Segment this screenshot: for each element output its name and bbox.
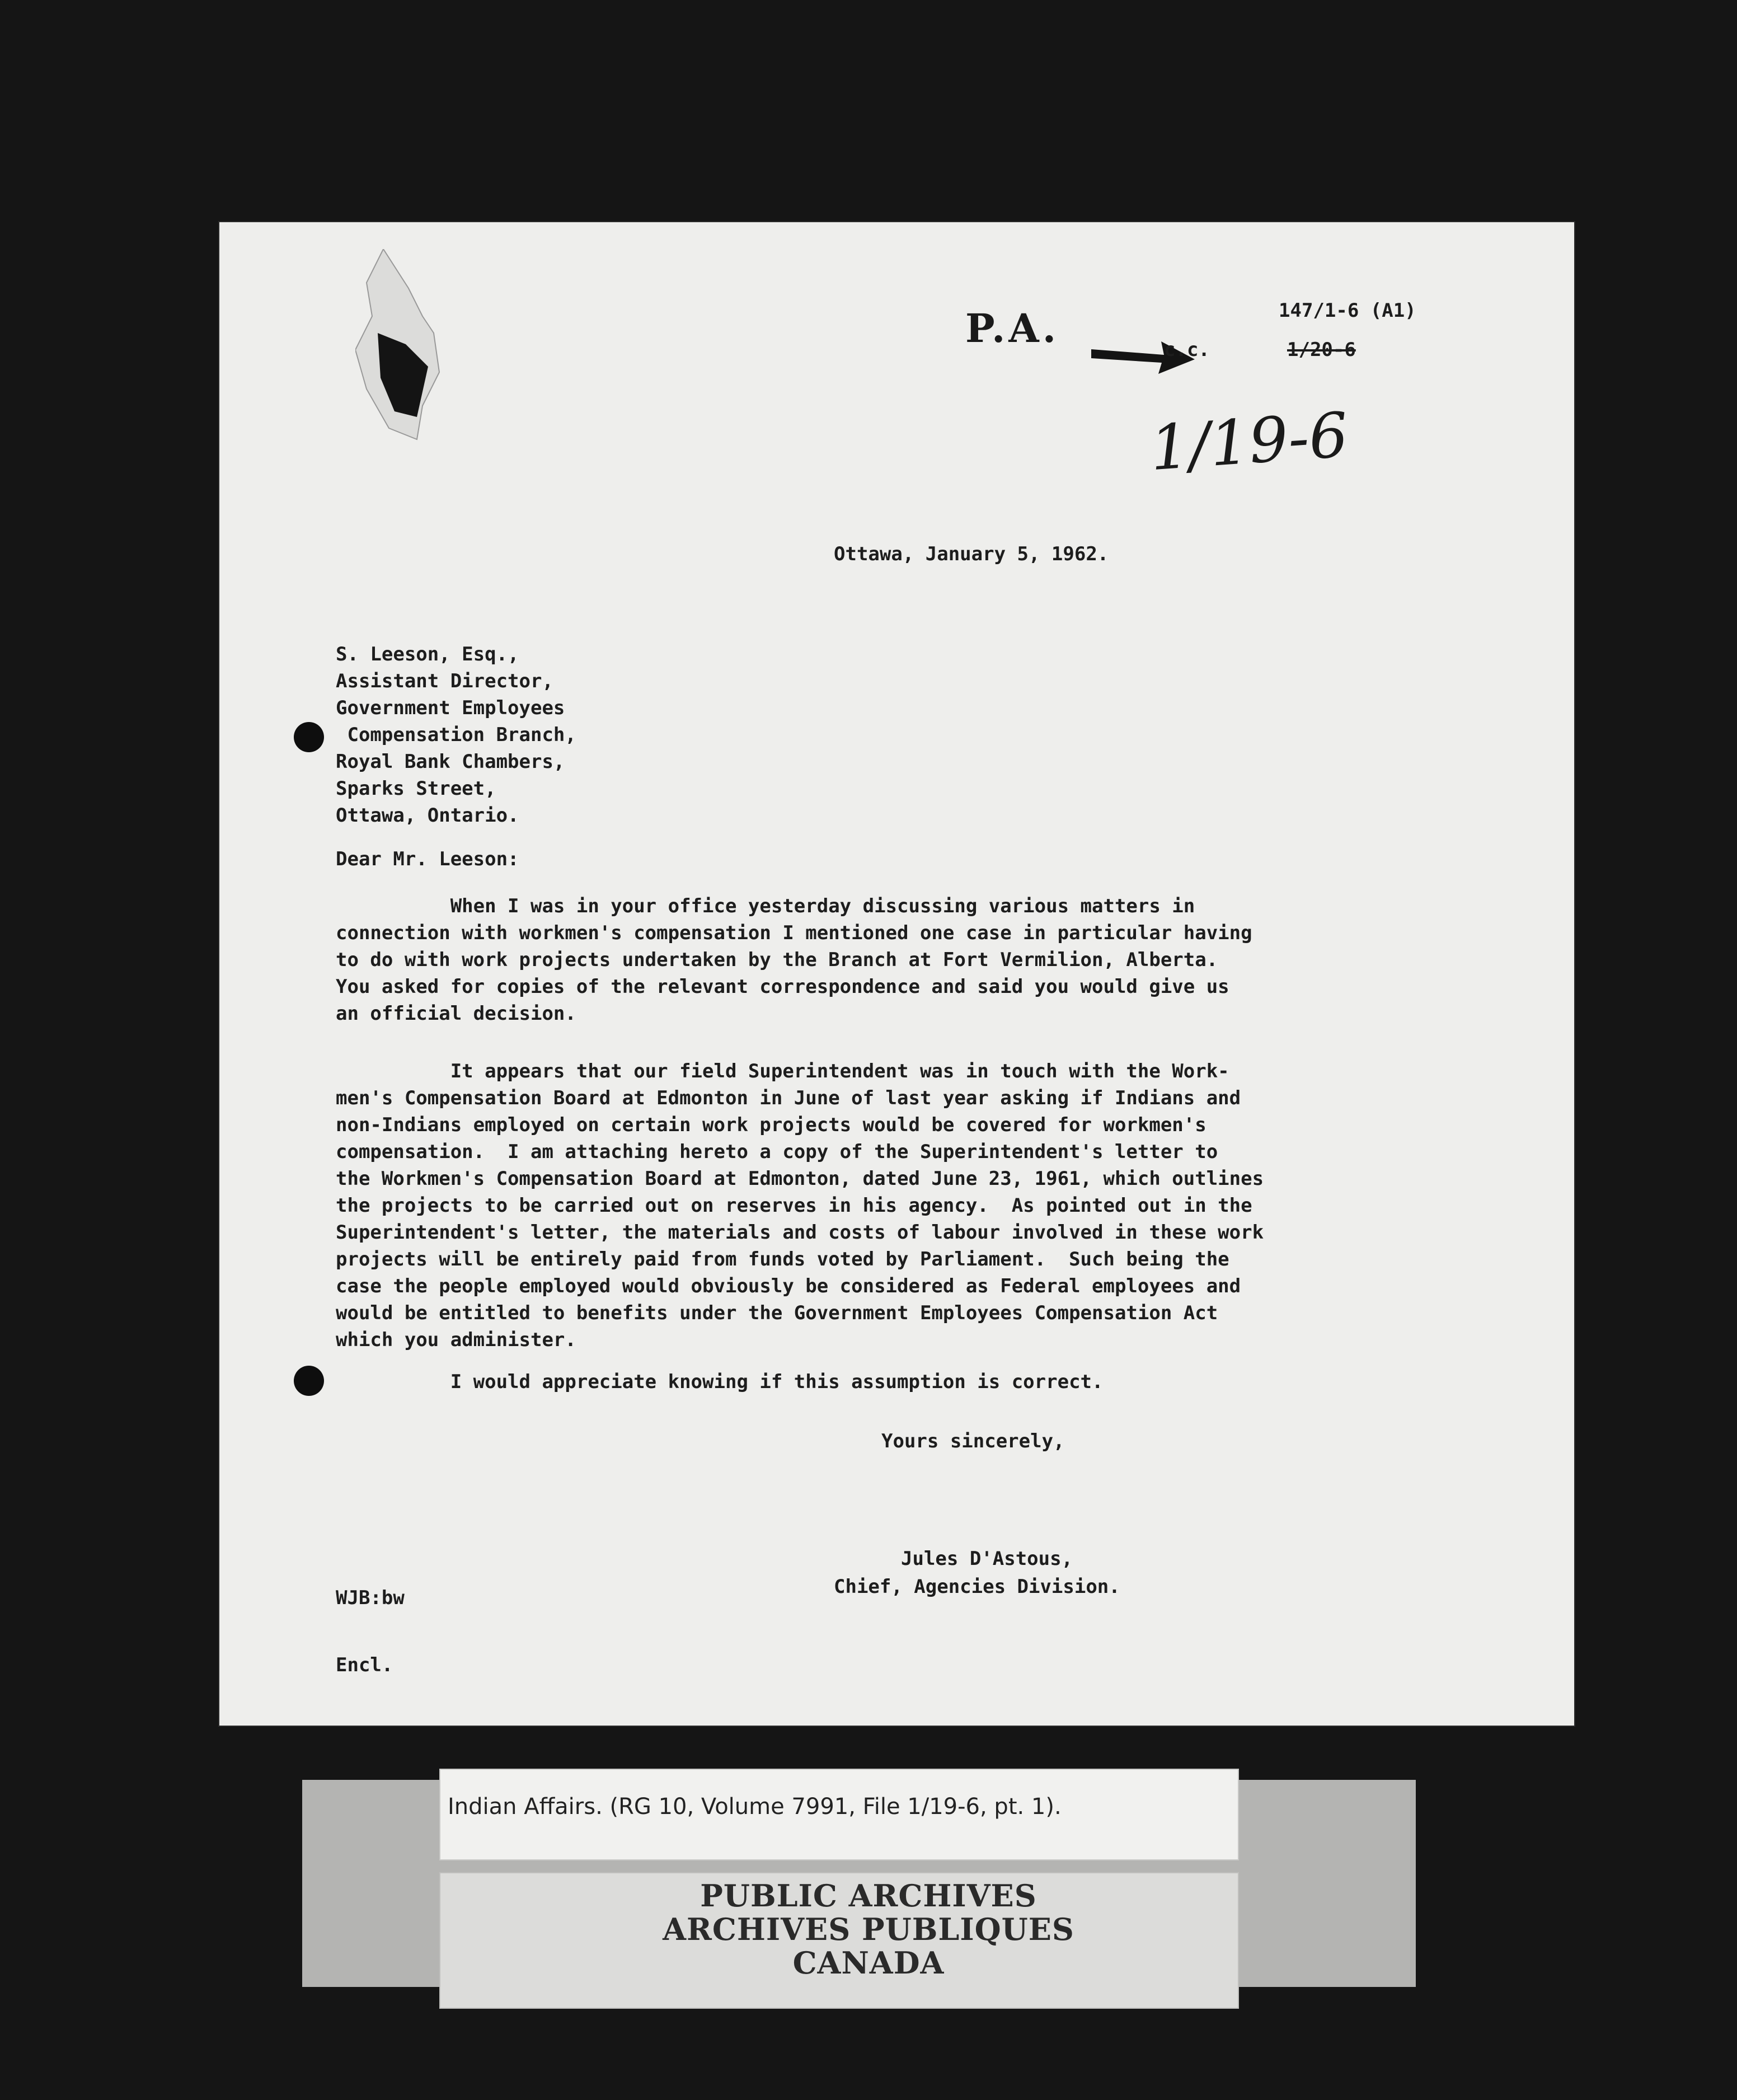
- paragraph-line: would be entitled to benefits under the Government Employees Compensation Act: [336, 1302, 1218, 1324]
- address-line: Assistant Director,: [336, 670, 553, 692]
- address-line: S. Leeson, Esq.,: [336, 643, 519, 665]
- file-ref-primary: 147/1-6 (A1): [1279, 299, 1416, 322]
- letter-page: [218, 221, 1575, 1727]
- punch-hole: [294, 722, 324, 752]
- paragraph-line: the Workmen's Compensation Board at Edmonton, dated June 23, 1961, which outlines: [336, 1168, 1264, 1190]
- punch-hole: [294, 1366, 324, 1396]
- paragraph-line: which you administer.: [336, 1329, 576, 1351]
- date-line: Ottawa, January 5, 1962.: [834, 543, 1109, 565]
- address-block: [336, 641, 576, 829]
- paragraph-line: non-Indians employed on certain work projects would be covered for workmen's: [336, 1114, 1206, 1136]
- paragraph-line: men's Compensation Board at Edmonton in June of last year asking if Indians and: [336, 1087, 1241, 1109]
- typist-initials: WJB:bw: [336, 1587, 405, 1609]
- archive-stamp-line: CANADA: [792, 1945, 945, 1981]
- paragraph-line: case the people employed would obviously be considered as Federal employees and: [336, 1275, 1241, 1297]
- signature-title: Chief, Agencies Division.: [834, 1576, 1120, 1598]
- paragraph-line: You asked for copies of the relevant correspondence and said you would give us: [336, 976, 1229, 998]
- address-line: Royal Bank Chambers,: [336, 751, 565, 773]
- paragraph-line: Superintendent's letter, the materials and costs of labour involved in these work: [336, 1221, 1264, 1244]
- paragraph-line: It appears that our field Superintendent was in touch with the Work-: [336, 1060, 1229, 1082]
- archive-caption: Indian Affairs. (RG 10, Volume 7991, File 1/19-6, pt. 1).: [448, 1794, 1062, 1820]
- paragraph-line: I would appreciate knowing if this assumption is correct.: [336, 1371, 1104, 1393]
- paragraph-line: When I was in your office yesterday discussing various matters in: [336, 895, 1195, 917]
- signature-name: Jules D'Astous,: [901, 1548, 1073, 1570]
- address-line: Ottawa, Ontario.: [336, 804, 519, 827]
- body-paragraph-1: [336, 893, 1252, 1027]
- enclosure-note: Encl.: [336, 1654, 393, 1676]
- file-ref-cc-prefix: c.c.: [1164, 339, 1210, 361]
- paragraph-line: to do with work projects undertaken by the Branch at Fort Vermilion, Alberta.: [336, 949, 1218, 971]
- address-line: Sparks Street,: [336, 777, 496, 800]
- paragraph-line: an official decision.: [336, 1002, 576, 1025]
- address-line: Government Employees: [336, 697, 565, 719]
- body-paragraph-2: [336, 1058, 1264, 1353]
- pa-stamp: P.A.: [965, 305, 1060, 351]
- archive-stamp-line: ARCHIVES PUBLIQUES: [663, 1911, 1074, 1947]
- paragraph-line: connection with workmen's compensation I mentioned one case in particular having: [336, 922, 1252, 944]
- paragraph-line: the projects to be carried out on reserves in his agency. As pointed out in the: [336, 1194, 1252, 1217]
- file-ref-cc-struck: 1/20-6: [1287, 339, 1356, 361]
- address-line: Compensation Branch,: [336, 724, 576, 746]
- salutation: Dear Mr. Leeson:: [336, 848, 519, 870]
- body-paragraph-3: [336, 1368, 1103, 1395]
- paragraph-line: compensation. I am attaching hereto a copy of the Superintendent's letter to: [336, 1141, 1218, 1163]
- closing: Yours sincerely,: [881, 1430, 1065, 1452]
- torn-corner-mark: [355, 249, 445, 451]
- handwritten-file-ref: 1/19-6: [1147, 399, 1351, 485]
- archive-stamp-line: PUBLIC ARCHIVES: [700, 1878, 1037, 1914]
- paragraph-line: projects will be entirely paid from funds voted by Parliament. Such being the: [336, 1248, 1229, 1271]
